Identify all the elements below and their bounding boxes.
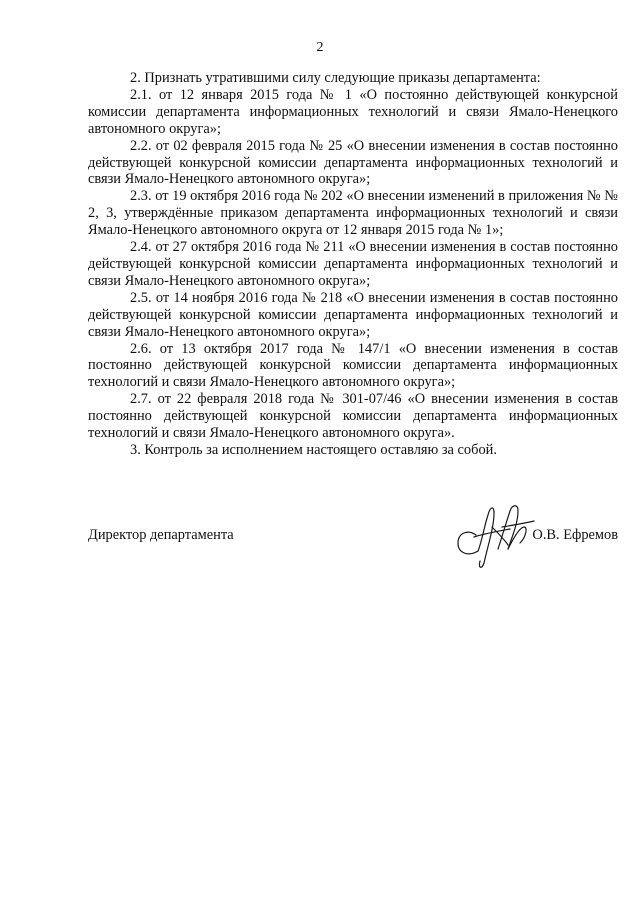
paragraph-item-2-2: 2.2. от 02 февраля 2015 года № 25 «О внесении изменения в состав постоянно действующей конкурсной комиссии департамента информационных технологий и связи Ямало-Ненецкого автономного округа»; bbox=[88, 137, 618, 188]
signature-block bbox=[88, 527, 618, 587]
signatory-title: Директор департамента bbox=[88, 527, 234, 543]
paragraph-item-2-7: 2.7. от 22 февраля 2018 года № 301-07/46 «О внесении изменения в состав постоянно действующей конкурсной комиссии департамента информационных технологий и связи Ямало-Ненецкого автономного округа». bbox=[88, 391, 618, 442]
paragraph-item-2-6: 2.6. от 13 октября 2017 года № 147/1 «О внесении изменения в состав постоянно действующей конкурсной комиссии департамента информационных технологий и связи Ямало-Ненецкого автономного округа»; bbox=[88, 340, 618, 391]
paragraph-item-2: 2. Признать утратившими силу следующие приказы департамента: bbox=[130, 70, 541, 86]
document-body bbox=[88, 70, 618, 459]
handwritten-signature bbox=[448, 497, 538, 573]
paragraph-item-2-4: 2.4. от 27 октября 2016 года № 211 «О внесении изменения в состав постоянно действующей конкурсной комиссии департамента информационных технологий и связи Ямало-Ненецкого автономного округа»; bbox=[88, 239, 618, 289]
paragraph-item-2-1: 2.1. от 12 января 2015 года № 1 «О постоянно действующей конкурсной комиссии департамента информационных технологий и связи Ямало-Ненецкого автономного округа»; bbox=[88, 86, 618, 137]
page-number: 2 bbox=[316, 40, 324, 55]
paragraph-item-2-3: 2.3. от 19 октября 2016 года № 202 «О внесении изменений в приложения № № 2, 3, утверждённые приказом департамента информационных технологий и связи Ямало-Ненецкого автономного округа от 12 января 2015 года № 1»; bbox=[88, 188, 618, 239]
paragraph-item-2-5: 2.5. от 14 ноября 2016 года № 218 «О внесении изменения в состав постоянно действующей конкурсной комиссии департамента информационных технологий и связи Ямало-Ненецкого автономного округа»; bbox=[88, 289, 618, 340]
signatory-name: О.В. Ефремов bbox=[532, 527, 618, 543]
paragraph-item-3: 3. Контроль за исполнением настоящего оставляю за собой. bbox=[130, 441, 497, 458]
